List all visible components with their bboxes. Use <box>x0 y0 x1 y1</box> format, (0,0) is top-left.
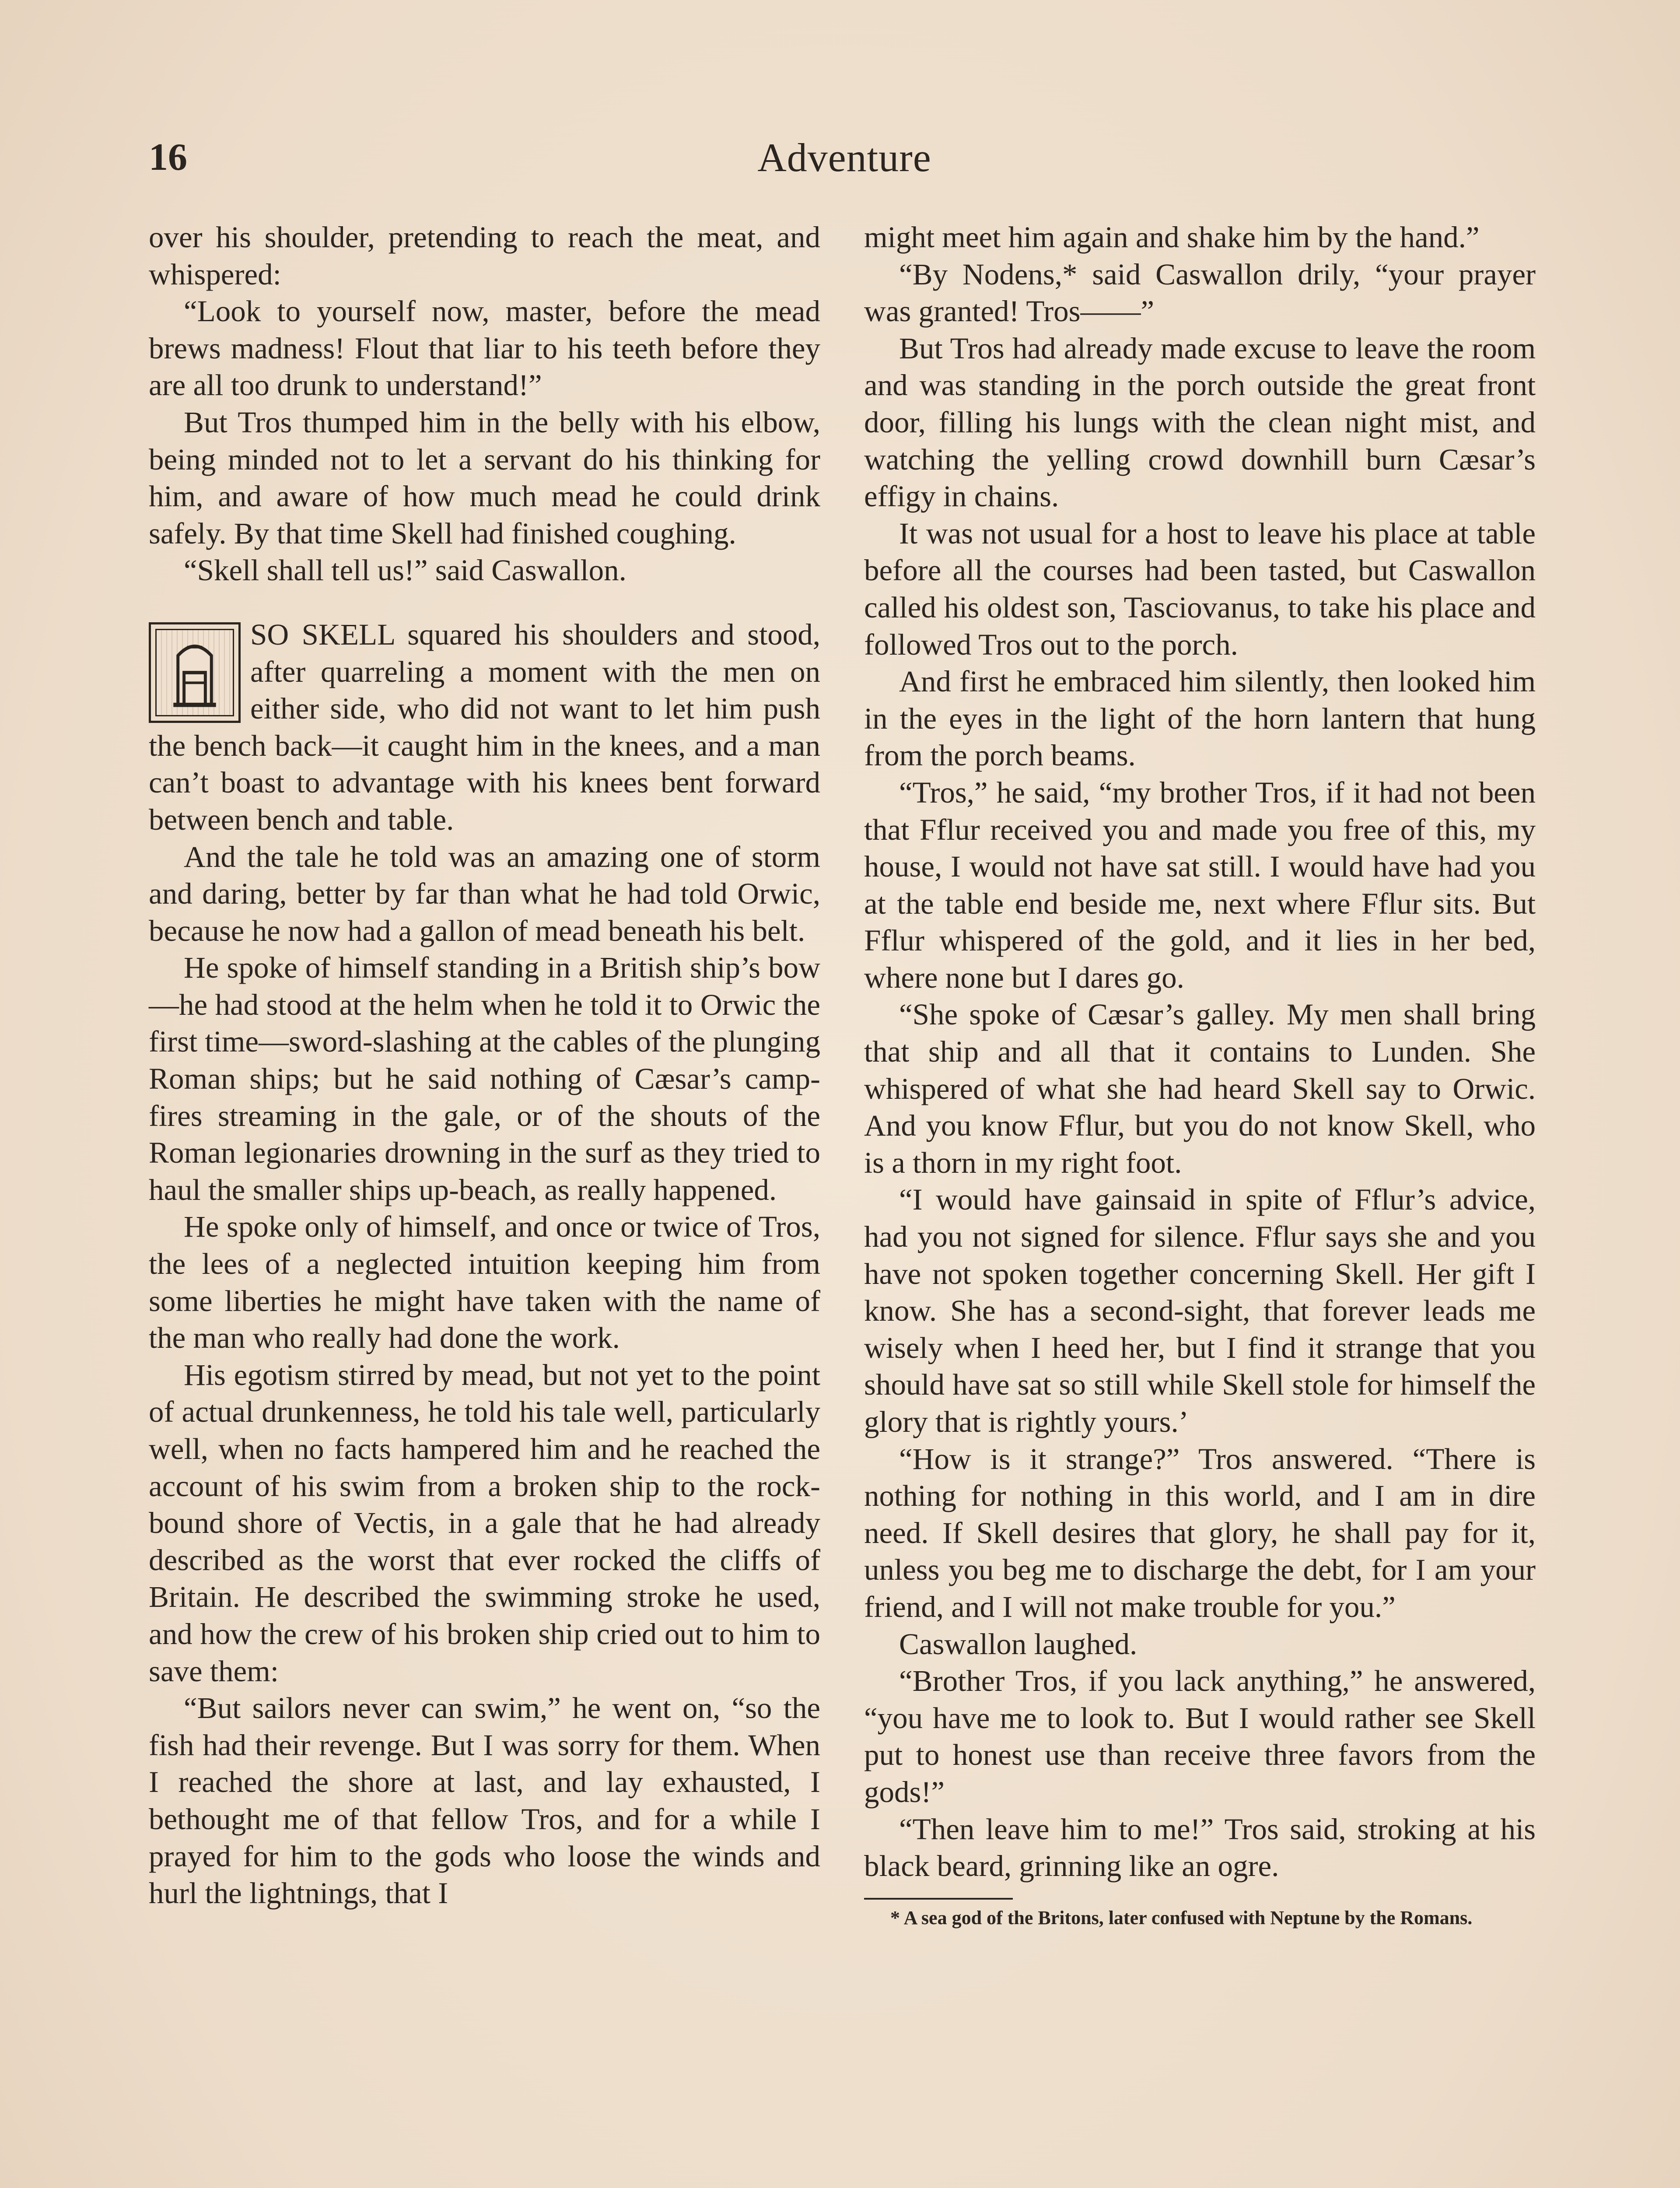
paragraph: “Tros,” he said, “my brother Tros, if it had not been that Fflur received you and made you free of this, my house, I would not have sat still. I would have had you at the table end beside me, next where Fflur sits. But Fflur whispered of the gold, and it lies in her bed, where none but I dares go. <box>864 775 1536 994</box>
paragraph: It was not usual for a host to leave his place at table before all the courses had been tasted, but Caswallon called his oldest son, Tasciovanus, to take his place and followed Tros out to the porch. <box>864 516 1536 661</box>
paragraph: And first he embraced him silently, then looked him in the eyes in the light of the horn lantern that hung from the porch beams. <box>864 665 1536 772</box>
right-column <box>864 219 1536 1929</box>
paragraph: “Then leave him to me!” Tros said, stroking at his black beard, grinning like an ogre. <box>864 1812 1536 1883</box>
paragraph: He spoke of himself standing in a British ship’s bow—he had stood at the helm when he told it to Orwic the first time—sword-slashing at the cables of the plunging Roman ships; but he said nothing of Cæsar’s camp-fires streaming in the gale, or of the shouts of the Roman legionaries drowning in the surf as they tried to haul the smaller ships up-beach, as really happened. <box>149 951 820 1206</box>
paragraph: But Tros had already made excuse to leave the room and was standing in the porch outside the great front door, filling his lungs with the clean night mist, and watching the yelling crowd downhill burn Cæsar’s effigy in chains. <box>864 331 1536 513</box>
paragraph: His egotism stirred by mead, but not yet to the point of actual drunkenness, he told his tale well, particularly well, when no facts hampered him and he reached the account of his swim from a broken ship to the rock-bound shore of Vectis, in a gale that he had already described as the worst that ever rocked the cliffs of Britain. He described the swimming stroke he used, and how the crew of his broken ship cried out to him to save them: <box>149 1358 820 1688</box>
drop-cap-letter-icon <box>155 629 234 716</box>
paragraph: “I would have gainsaid in spite of Fflur’s advice, had you not signed for silence. Fflur says she and you have not spoken together concerning Skell. Her gift I know. She has a second-sight, that forever leads me wisely when I heed her, but I find it strange that you should have sat so still while Skell stole for himself the glory that is rightly yours.’ <box>864 1183 1536 1438</box>
paragraph: “She spoke of Cæsar’s galley. My men shall bring that ship and all that it contains to Lunden. She whispered of what she had heard Skell say to Orwic. And you know Fflur, but you do not know Skell, who is a thorn in my right foot. <box>864 998 1536 1179</box>
footnote-rule <box>864 1898 1013 1900</box>
paragraph: might meet him again and shake him by the hand.” <box>864 221 1480 254</box>
drop-cap-ornament <box>149 622 241 723</box>
page-header <box>149 131 1540 193</box>
page-number: 16 <box>149 136 187 179</box>
running-title: Adventure <box>757 135 931 180</box>
paragraph: Caswallon laughed. <box>899 1627 1138 1661</box>
footnote: * A sea god of the Britons, later confused with Neptune by the Romans. <box>890 1907 1473 1929</box>
paragraph: “But sailors never can swim,” he went on, “so the fish had their revenge. But I was sorry for them. When I reached the shore at last, and lay exhausted, I bethought me of that fellow Tros, and for a while I prayed for him to the gods who loose the winds and hurl the lightnings, that I <box>149 1691 820 1910</box>
paragraph: He spoke only of himself, and once or twice of Tros, the lees of a neglected intuition keeping him from some liberties he might have taken with the name of the man who really had done the work. <box>149 1210 820 1355</box>
paragraph: But Tros thumped him in the belly with his elbow, being minded not to let a servant do his thinking for him, and aware of how much mead he could drink safely. By that time Skell had finished coughing. <box>149 405 820 550</box>
section-break <box>149 589 820 616</box>
paragraph: “Look to yourself now, master, before the mead brews madness! Flout that liar to his teeth before they are all too drunk to understand!” <box>149 295 820 402</box>
paragraph: And the tale he told was an amazing one of storm and daring, better by far than what he had told Orwic, because he now had a gallon of mead beneath his belt. <box>149 840 820 947</box>
paragraph: “How is it strange?” Tros answered. “There is nothing for nothing in this world, and I am in dire need. If Skell desires that glory, he shall pay for it, unless you beg me to discharge the debt, for I am your friend, and I will not make trouble for you.” <box>864 1442 1536 1623</box>
paragraph: “Skell shall tell us!” said Caswallon. <box>184 554 626 587</box>
paragraph: over his shoulder, pretending to reach the meat, and whispered: <box>149 221 820 291</box>
paragraph: “By Nodens,* said Caswallon drily, “your prayer was granted! Tros——” <box>864 257 1536 328</box>
paragraph-with-drop-cap: SO SKELL squared his shoulders and stood, after quarreling a moment with the men on either side, who did not want to let him push the bench back—it caught him in the knees, and a man can’t boast to advantage with his knees bent forward between bench and table. <box>149 617 820 836</box>
paragraph: “Brother Tros, if you lack anything,” he answered, “you have me to look to. But I would rather see Skell put to honest use than receive three favors from the gods!” <box>864 1664 1536 1809</box>
left-column <box>149 219 820 1912</box>
